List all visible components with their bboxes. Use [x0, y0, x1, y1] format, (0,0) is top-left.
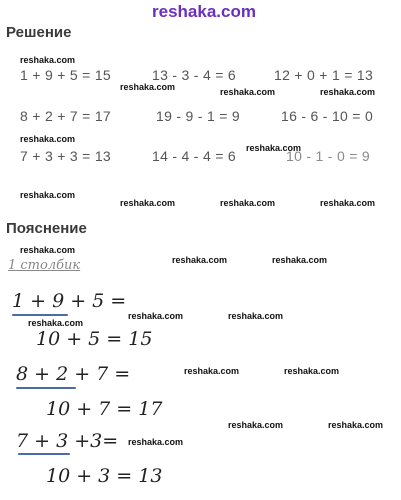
grouping-underline	[16, 387, 76, 389]
step-line-2: 10 + 3 = 13	[46, 465, 163, 487]
grouping-underline	[18, 453, 70, 455]
watermark: reshaka.com	[228, 311, 284, 321]
step-line-1: 1 + 9 + 5 =	[12, 290, 127, 312]
watermark: reshaka.com	[128, 311, 184, 321]
step-line-1: 7 + 3 +3=	[16, 430, 119, 452]
watermark: reshaka.com	[20, 190, 76, 200]
section-heading-solution: Решение	[6, 24, 72, 41]
watermark: reshaka.com	[172, 255, 228, 265]
watermark: reshaka.com	[284, 366, 340, 376]
column-label: 1 столбик	[8, 258, 81, 273]
solution-equation: 7 + 3 + 3 = 13	[20, 148, 111, 164]
watermark: reshaka.com	[28, 318, 84, 328]
solution-equation: 19 - 9 - 1 = 9	[156, 108, 240, 124]
solution-equation: 14 - 4 - 4 = 6	[152, 148, 236, 164]
solution-equation: 8 + 2 + 7 = 17	[20, 108, 111, 124]
watermark: reshaka.com	[272, 255, 328, 265]
watermark: reshaka.com	[320, 87, 376, 97]
solution-equation: 12 + 0 + 1 = 13	[274, 67, 374, 83]
section-heading-explanation: Пояснение	[6, 220, 87, 237]
solution-equation: 13 - 3 - 4 = 6	[152, 67, 236, 83]
watermark: reshaka.com	[128, 437, 184, 447]
watermark: reshaka.com	[328, 420, 384, 430]
watermark: reshaka.com	[220, 198, 276, 208]
solution-equation: 16 - 6 - 10 = 0	[281, 108, 374, 124]
step-line-2: 10 + 7 = 17	[46, 398, 163, 420]
watermark: reshaka.com	[120, 82, 176, 92]
grouping-underline	[12, 314, 68, 316]
watermark: reshaka.com	[220, 87, 276, 97]
solution-equation: 10 - 1 - 0 = 9	[286, 148, 370, 164]
watermark: reshaka.com	[20, 245, 76, 255]
watermark: reshaka.com	[228, 420, 284, 430]
solution-equation: 1 + 9 + 5 = 15	[20, 67, 111, 83]
site-title[interactable]: reshaka.com	[152, 2, 256, 21]
watermark: reshaka.com	[184, 366, 240, 376]
watermark: reshaka.com	[246, 143, 302, 153]
step-line-1: 8 + 2 + 7 =	[16, 363, 131, 385]
step-line-2: 10 + 5 = 15	[36, 328, 153, 350]
watermark: reshaka.com	[120, 198, 176, 208]
watermark: reshaka.com	[320, 198, 376, 208]
watermark: reshaka.com	[20, 55, 76, 65]
watermark: reshaka.com	[20, 134, 76, 144]
